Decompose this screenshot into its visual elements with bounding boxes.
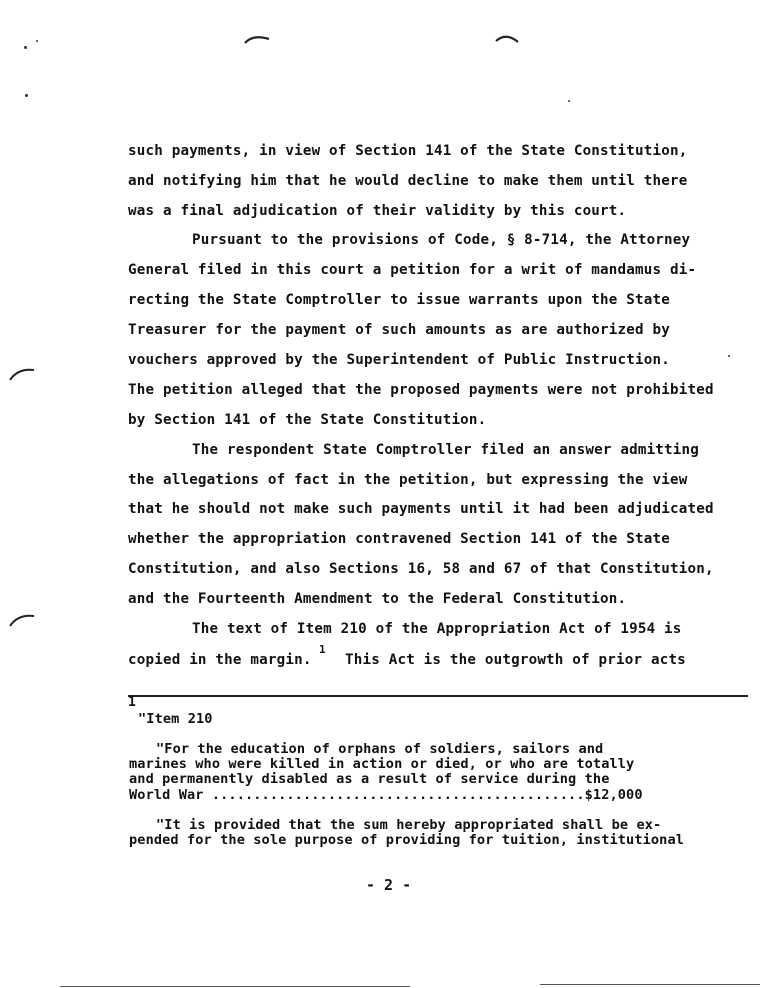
body-line: General filed in this court a petition for a writ of mandamus di- xyxy=(128,262,697,278)
scan-mark-left-1 xyxy=(8,364,36,382)
scan-speck xyxy=(728,355,730,357)
footnote-line: "Item 210 xyxy=(138,711,213,727)
body-line: and the Fourteenth Amendment to the Federal Constitution. xyxy=(128,591,627,607)
body-line: Pursuant to the provisions of Code, § 8-714, the Attorney xyxy=(192,232,691,248)
page-number: - 2 - xyxy=(366,876,412,894)
footnote-line: "For the education of orphans of soldiers, sailors and xyxy=(156,741,604,757)
scan-mark-top-right xyxy=(494,32,522,46)
body-line: Treasurer for the payment of such amounts as are authorized by xyxy=(128,322,670,338)
body-line: that he should not make such payments until it had been adjudicated xyxy=(128,501,714,517)
scan-mark-left-2 xyxy=(8,610,36,628)
body-line: This Act is the outgrowth of prior acts xyxy=(345,652,686,668)
body-line: such payments, in view of Section 141 of the State Constitution, xyxy=(128,143,688,159)
scan-speck xyxy=(24,46,27,49)
body-line: the allegations of fact in the petition, but expressing the view xyxy=(128,472,688,488)
scan-speck xyxy=(568,100,570,102)
body-line: was a final adjudication of their validity by this court. xyxy=(128,203,627,219)
footnote-line: "It is provided that the sum hereby appropriated shall be ex- xyxy=(156,817,662,833)
footnote-line: pended for the sole purpose of providing for tuition, institutional xyxy=(129,832,685,848)
footnote-reference: 1 xyxy=(319,643,326,656)
scan-speck xyxy=(25,94,28,97)
footnote-line: World War .............................................$12,000 xyxy=(129,787,643,803)
body-line: copied in the margin. xyxy=(128,652,312,668)
footnote-line: marines who were killed in action or died, or who are totally xyxy=(129,756,635,772)
footnote-line: and permanently disabled as a result of service during the xyxy=(129,771,610,787)
body-line: Constitution, and also Sections 16, 58 and 67 of that Constitution, xyxy=(128,561,714,577)
body-line: whether the appropriation contravened Section 141 of the State xyxy=(128,531,670,547)
footnote-rule xyxy=(128,695,748,697)
body-line: The petition alleged that the proposed payments were not prohibited xyxy=(128,382,714,398)
scan-line-bottom xyxy=(540,984,760,985)
body-line: vouchers approved by the Superintendent of Public Instruction. xyxy=(128,352,670,368)
body-line: The respondent State Comptroller filed an answer admitting xyxy=(192,442,700,458)
footnote-marker: 1 xyxy=(128,695,136,710)
scan-line-bottom xyxy=(60,986,410,987)
body-line: The text of Item 210 of the Appropriation Act of 1954 is xyxy=(192,621,682,637)
body-line: by Section 141 of the State Constitution. xyxy=(128,412,487,428)
scan-speck xyxy=(36,40,38,42)
body-line: recting the State Comptroller to issue warrants upon the State xyxy=(128,292,670,308)
body-line: and notifying him that he would decline to make them until there xyxy=(128,173,688,189)
scan-mark-top-left xyxy=(243,32,271,46)
